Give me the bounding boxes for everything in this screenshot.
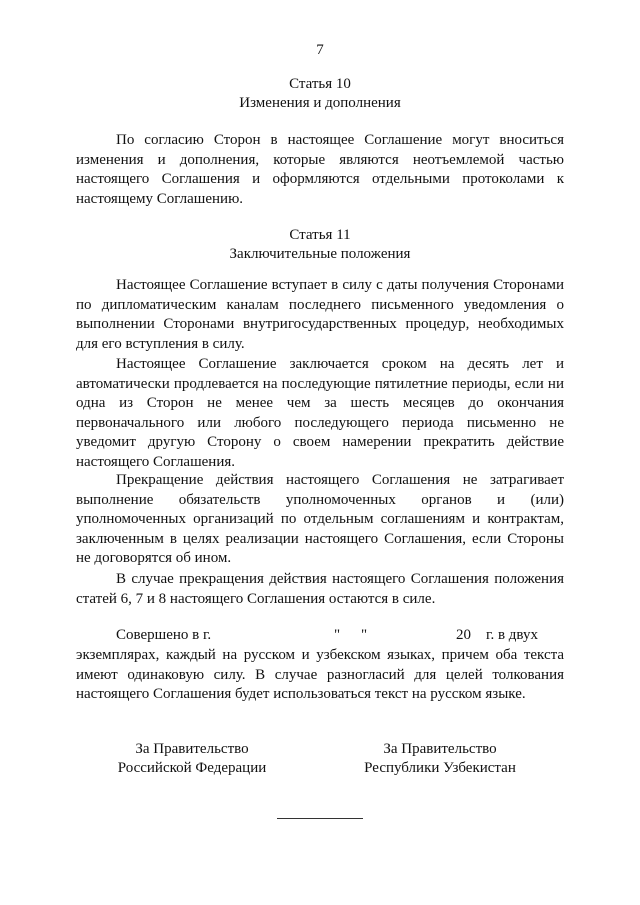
signature-block-russia (72, 740, 312, 778)
end-separator-line (277, 818, 363, 819)
signature-right-line2: Республики Узбекистан (364, 760, 516, 776)
signature-block-uzbekistan (320, 740, 560, 778)
article-11-paragraph-1: Настоящее Соглашение вступает в силу с даты получения Сторонами по дипломатическим каналам последнего письменного уведомления о выполнении Сторонами внутригосударственных процедур, необходимых для его вступления в силу. (76, 277, 564, 352)
signed-suffix: г. в двух (486, 627, 538, 643)
signature-left-line1: За Правительство (135, 741, 249, 757)
signed-quote-open: " (334, 627, 341, 643)
signed-quote-close: " (361, 627, 368, 643)
article-10-title: Изменения и дополнения (239, 95, 401, 111)
page-number: 7 (316, 42, 324, 58)
article-11-number: Статья 11 (289, 227, 351, 243)
signature-left-line2: Российской Федерации (117, 760, 267, 776)
article-11-title: Заключительные положения (229, 246, 411, 262)
signature-right-line1: За Правительство (383, 741, 497, 757)
article-11-paragraph-3: Прекращение действия настоящего Соглашения не затрагивает выполнение обязательств уполномоченных органов и (или) уполномоченных организаций по отдельным соглашениям и контрактам, заключенным в целях реализации настоящего Соглашения, если Стороны не договорятся об ином. (76, 472, 564, 567)
signed-clause-first-line (76, 626, 564, 646)
article-11-paragraph-2: Настоящее Соглашение заключается сроком на десять лет и автоматически продлевается на последующие пятилетние периоды, если ни одна из Сторон не менее чем за шесть месяцев до окончания первоначального или любого последующего периода письменно не уведомит другую Сторону о своем намерении прекратить действие настоящего Соглашения. (76, 356, 564, 470)
article-10-number: Статья 10 (289, 76, 351, 92)
article-10-heading (0, 75, 640, 113)
signed-prefix: Совершено в г. (116, 627, 212, 643)
signed-year: 20 (456, 627, 471, 643)
article-10-paragraph-1: По согласию Сторон в настоящее Соглашение могут вноситься изменения и дополнения, которые являются неотъемлемой частью настоящего Соглашения и оформляются отдельными протоколами к настоящему Соглашению. (76, 132, 564, 207)
article-11-paragraph-4: В случае прекращения действия настоящего Соглашения положения статей 6, 7 и 8 настоящего Соглашения остаются в силе. (76, 571, 564, 607)
article-11-heading (0, 226, 640, 264)
signed-clause-continuation: экземплярах, каждый на русском и узбекском языках, причем оба текста имеют одинаковую силу. В случае разногласий для целей толкования настоящего Соглашения будет использоваться текст на русском языке. (76, 647, 564, 703)
